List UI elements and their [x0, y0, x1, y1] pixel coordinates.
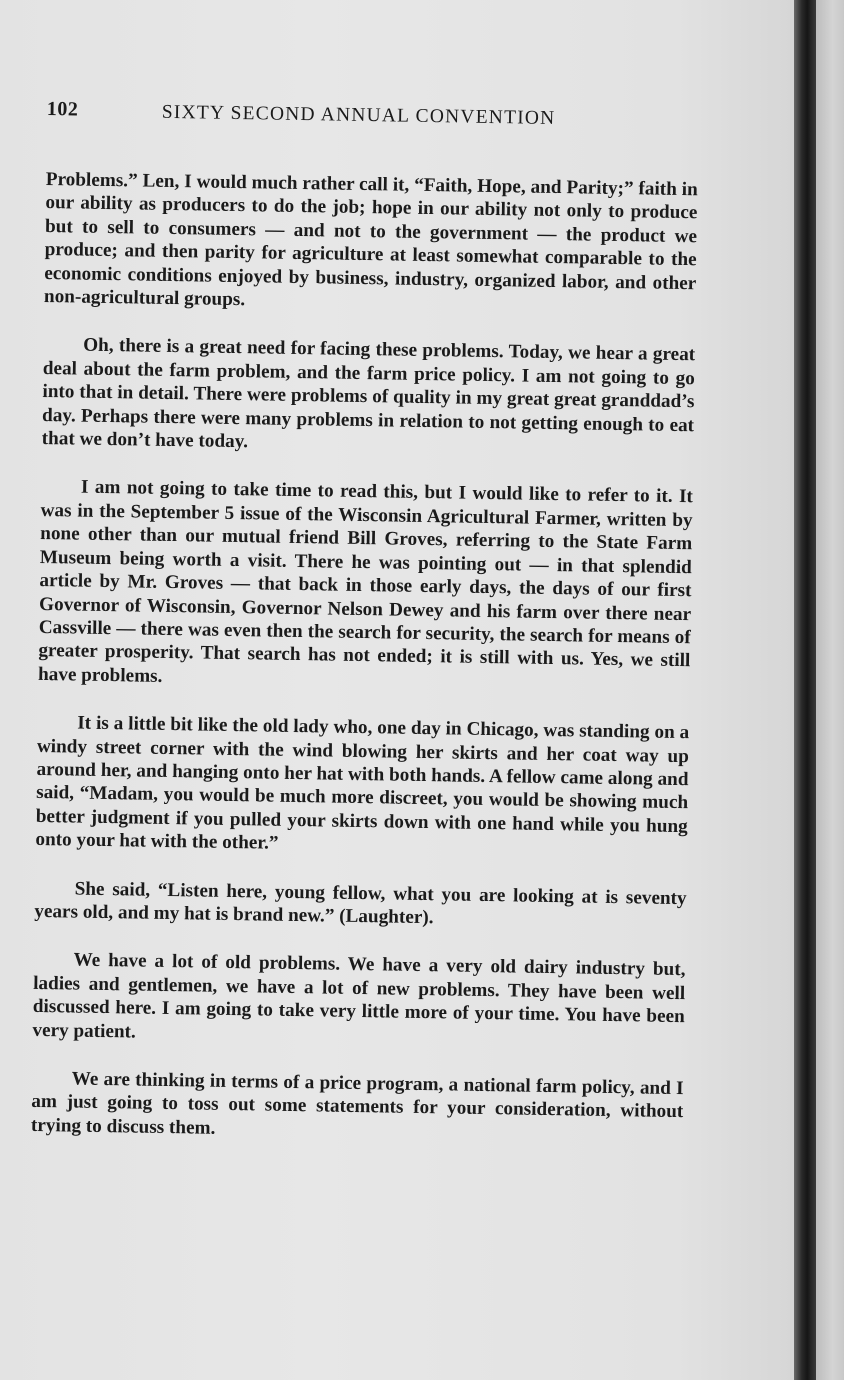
- paragraph: We have a lot of old problems. We have a very old dairy industry but, ladies and gentlemen, we have a lot of new problems. They have been well discussed here. I am going to take very little more of your time. You have been very patient.: [32, 949, 686, 1043]
- paragraph: She said, “Listen here, young fellow, what you are looking at is seventy years old, and my hat is brand new.” (Laughter).: [34, 878, 687, 929]
- running-title: SIXTY SECOND ANNUAL CONVENTION: [161, 101, 556, 129]
- paragraph: We are thinking in terms of a price program, a national farm policy, and I am just going to toss out some statements for your consideration, without trying to discuss them.: [30, 1068, 684, 1139]
- page-number: 102: [46, 98, 79, 121]
- page-edge: [816, 0, 844, 1380]
- paragraph: Oh, there is a great need for facing these problems. Today, we hear a great deal about the farm problem, and the farm price policy. I am not going to go into that in detail. There were problems of quality in my great great granddad’s day. Perhaps there were many problems in relation to not getting enough to eat that we don’t have today.: [41, 335, 696, 453]
- body-text: [30, 168, 698, 1172]
- paragraph: I am not going to take time to read this, but I would like to refer to it. It was in the September 5 issue of the Wisconsin Agricultural Farmer, written by none other than our mutual friend Bill Groves, referring to the State Farm Museum being worth a visit. There he was pointing out — in that splendid article by Mr. Groves — that back in those early days, the days of our first Governor of Wisconsin, Governor Nelson Dewey and his farm over there near Cassville — there was even then the search for security, the search for means of greater prosperity. That search has not ended; it is still with us. Yes, we still have problems.: [37, 477, 694, 687]
- book-spine: [794, 0, 816, 1380]
- paragraph: Problems.” Len, I would much rather call it, “Faith, Hope, and Parity;” faith in our ability as producers to do the job; hope in our ability not only to produce but to sell to consumers — and not to the government — the product we produce; and then parity for agriculture at least somewhat comparable to the economic conditions enjoyed by business, industry, organized labor, and other non-agricultural groups.: [43, 168, 698, 311]
- paragraph: It is a little bit like the old lady who, one day in Chicago, was standing on a windy street corner with the wind blowing her skirts and her coat way up around her, and hanging onto her hat with both hands. A fellow came along and said, “Madam, you would be much more discreet, you would be showing much better judgment if you pulled your skirts down with one hand while you hung onto your hat with the other.”: [35, 712, 690, 854]
- running-header: [46, 98, 706, 144]
